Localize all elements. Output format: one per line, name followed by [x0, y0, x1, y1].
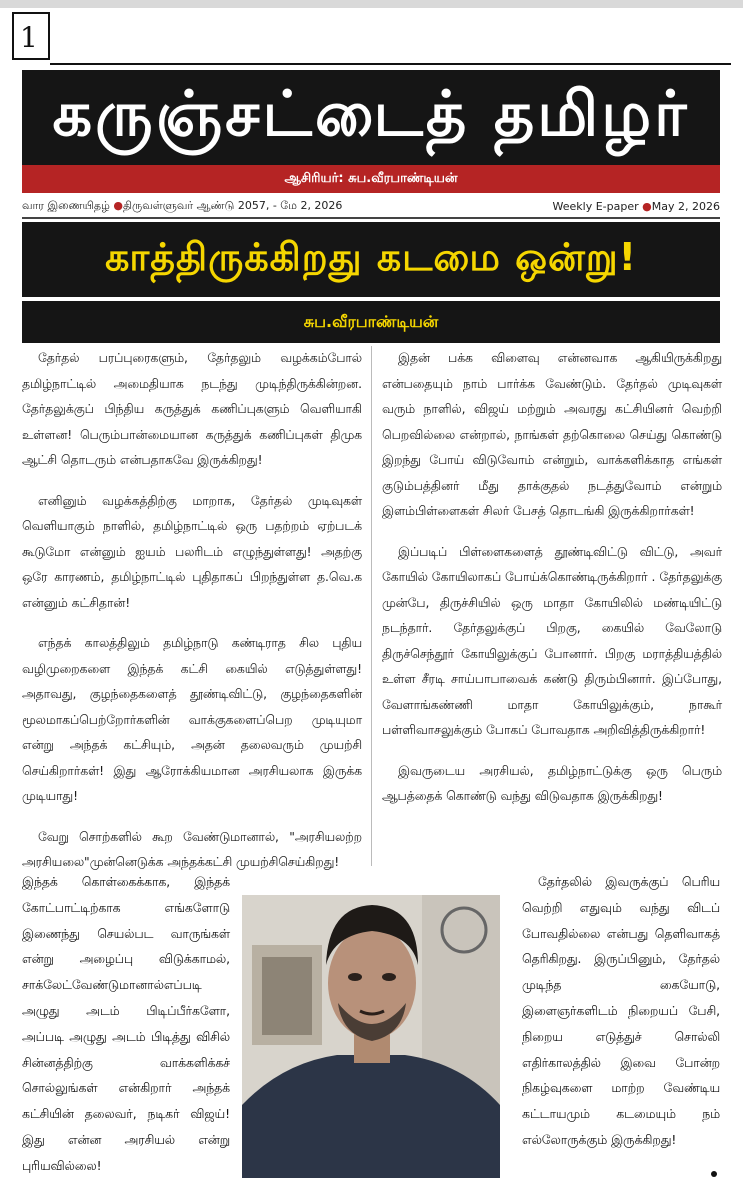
editor-band	[22, 165, 720, 193]
article-photo	[242, 895, 500, 1178]
page-number: 1	[12, 12, 50, 60]
byline-box	[22, 301, 720, 343]
paragraph: இதன் பக்க விளைவு என்னவாக ஆகியிருக்கிறது என்பதையும் நாம் பார்க்க வேண்டும். தேர்தல் முடிவுகள் வரும் நாளில், விஜய் மற்றும் அவரது கட்சியினர் வெற்றி பெறவில்லை என்றால், நாங்கள் தற்கொலை செய்து கொண்டு இறந்து போய் விடுவோம் என்றும், வாக்களிக்காத எங்கள் குடும்பத்தினர் மீது தாக்குதல் நடத்துவோம் என்றும் இளம்பிள்ளைகள் சிலர் பேசத் தொடங்கி இருக்கிறார்கள்!	[382, 351, 722, 518]
column-divider	[371, 346, 372, 866]
masthead	[22, 70, 720, 165]
byline: சுப.வீரபாண்டியன்	[303, 311, 439, 331]
article-bottom-right	[522, 870, 720, 1154]
paragraph: இந்தக் கொள்கைக்காக, இந்தக் கோட்பாட்டிற்காக எங்களோடு இணைந்து செயல்பட வாருங்கள் என்று அழைப்பு விடுக்காமல், சாக்லேட்வேண்டுமானால்எப்படி அழுது அடம் பிடிப்பீர்களோ, அப்படி அழுது அடம் பிடித்து விசில் சின்னத்திற்கு வாக்களிக்கச் சொல்லுங்கள் என்கிறார் அந்தக் கட்சியின் தலைவர், நடிகர் விஜய்! இது என்ன அரசியல் என்று புரியவில்லை!	[22, 875, 230, 1173]
epaper-label: Weekly E-paper	[552, 199, 643, 213]
paragraph: தேர்தலில் இவருக்குப் பெரிய வெற்றி எதுவும் வந்து விடப் போவதில்லை என்பது தெளிவாகத் தெரிகிறது. இருப்பினும், தேர்தல் முடிந்த கையோடு, இளைஞர்களிடம் நிறையப் பேசி, நிறைய எடுத்துச் சொல்லி எதிர்காலத்தில் இவை போன்ற நிகழ்வுகளை மாற்ற வேண்டிய கட்டாயமும் கடமையும் நம் எல்லோருக்கும் இருக்கிறது!	[522, 875, 720, 1147]
english-date: May 2, 2026	[651, 199, 720, 213]
bullet-icon: ●	[642, 199, 652, 213]
headline-box	[22, 222, 720, 297]
paragraph: இப்படிப் பிள்ளைகளைத் தூண்டிவிட்டு விட்டு, அவர் கோயில் கோயிலாகப் போய்க்கொண்டிருக்கிறார் . தேர்தலுக்கு முன்பே, திருச்சியில் ஒரு மாதா கோயிலில் மண்டியிட்டு நடந்தார். தேர்தலுக்குப் பிறகு, கையில் வேலோடு திருச்செந்தூர் கோயிலுக்குப் போனார். பிறகு மராத்தியத்தில் உள்ள சீரடி சாய்பாபாவைக் கண்டு திரும்பினார். இப்போது, வேளாங்கண்ணி மாதா கோயிலுக்கும், நாகூர் பள்ளிவாசலுக்கும் போகப் போவதாக அறிவித்திருக்கிறார்!	[382, 544, 722, 737]
dateline-rule	[22, 217, 720, 219]
top-band	[0, 0, 743, 8]
article-bottom-left	[22, 870, 230, 1180]
dateline	[22, 197, 720, 215]
tamil-date: திருவள்ளுவர் ஆண்டு 2057, - மே 2, 2026	[122, 198, 343, 212]
bullet-icon: ●	[113, 198, 123, 212]
portrait-image	[242, 895, 500, 1178]
header-rule	[50, 63, 731, 65]
headline: காத்திருக்கிறது கடமை ஒன்று!	[105, 234, 637, 279]
paragraph: இவருடைய அரசியல், தமிழ்நாட்டுக்கு ஒரு பெரும் ஆபத்தைக் கொண்டு வந்து விடுவதாக இருக்கிறது!	[382, 763, 722, 803]
end-mark-icon	[711, 1171, 717, 1177]
edition-label: வார இணையிதழ்	[22, 198, 114, 212]
editor-credit: ஆசிரியர்: சுப.வீரபாண்டியன்	[284, 171, 458, 186]
paragraph: தேர்தல் பரப்புரைகளும், தேர்தலும் வழக்கம்போல் தமிழ்நாட்டில் அமைதியாக நடந்து முடிந்திருக்கின்றன. தேர்தலுக்குப் பிந்திய கருத்துக் கணிப்புகளும் வெளியாகி உள்ளன! பெரும்பான்மையான கருத்துக் கணிப்புகள் திமுக ஆட்சி தொடரும் என்பதாகவே இருக்கிறது!	[22, 351, 362, 467]
paragraph: எந்தக் காலத்திலும் தமிழ்நாடு கண்டிராத சில புதிய வழிமுறைகளை இந்தக் கட்சி கையில் எடுத்துள்ளது! அதாவது, குழந்தைகளைத் தூண்டிவிட்டு, குழந்தைகளின் மூலமாகப்பெற்றோர்களின் வாக்குகளைப்பெற முடியுமா என்று அந்தக் கட்சியும், அதன் தலைவரும் முயற்சி செய்கிறார்கள்! இது ஆரோக்கியமான அரசியலாக இருக்க முடியாது!	[22, 636, 362, 803]
paragraph: எனினும் வழக்கத்திற்கு மாறாக, தேர்தல் முடிவுகள் வெளியாகும் நாளில், தமிழ்நாட்டில் ஒரு பதற்றம் ஏற்படக் கூடுமோ என்னும் ஐயம் பலரிடம் எழுந்துள்ளது! அதற்கு ஒரே காரணம், தமிழ்நாட்டில் புதிதாகப் பிறந்துள்ள த.வெ.க என்னும் கட்சிதான்!	[22, 493, 362, 610]
paragraph: வேறு சொற்களில் கூற வேண்டுமானால், "அரசியலற்ற அரசியலை"முன்னெடுக்க அந்தக்கட்சி முயற்சிசெய்கிறது!	[22, 829, 362, 869]
newspaper-title: கருஞ்சட்டைத் தமிழர்	[52, 76, 690, 150]
article-column-right	[382, 346, 722, 825]
dateline-right	[553, 200, 720, 213]
dateline-left	[22, 199, 342, 214]
article-column-left	[22, 346, 362, 891]
